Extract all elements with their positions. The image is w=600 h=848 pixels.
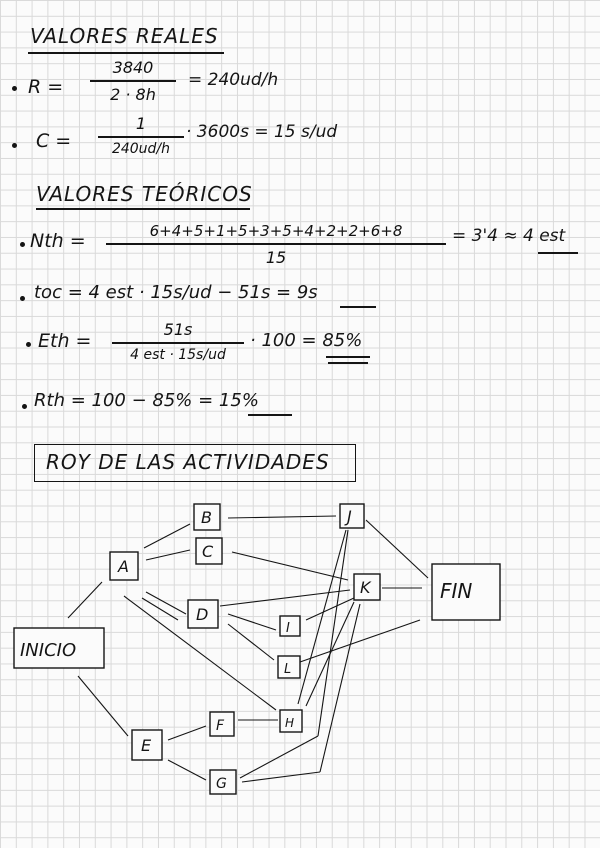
node-i-label: I xyxy=(286,621,290,636)
edge-d-l xyxy=(228,624,274,660)
node-d xyxy=(188,600,218,628)
edge-e-g xyxy=(168,760,206,780)
c-result: · 3600s = 15 s/ud xyxy=(186,122,338,142)
node-l xyxy=(278,656,300,678)
edge-a-d xyxy=(146,592,186,614)
edge-c-k xyxy=(232,552,348,580)
edge-g-k xyxy=(242,772,320,782)
nth-result: = 3'4 ≈ 4 est xyxy=(452,226,566,246)
edge-d-i xyxy=(228,614,276,630)
r-label: R = xyxy=(28,76,64,98)
edge-g-j-2 xyxy=(318,530,348,736)
node-k-label: K xyxy=(360,578,371,597)
edge-a-d-2 xyxy=(142,598,178,620)
edge-a-b xyxy=(144,524,190,548)
c-label: C = xyxy=(36,130,72,152)
node-h-label: H xyxy=(285,716,295,730)
node-c xyxy=(196,538,222,564)
edge-d-k xyxy=(220,590,350,606)
node-l-label: L xyxy=(284,662,292,677)
r-numerator: 3840 xyxy=(112,58,154,77)
node-j xyxy=(340,504,364,528)
node-i xyxy=(280,616,300,636)
edge-inicio-e xyxy=(78,676,128,736)
node-f xyxy=(210,712,234,736)
node-e-label: E xyxy=(141,736,152,755)
rth-line: Rth = 100 − 85% = 15% xyxy=(34,390,259,411)
node-d-label: D xyxy=(196,605,209,624)
node-a xyxy=(110,552,138,580)
node-b xyxy=(194,504,220,530)
edge-l-fin xyxy=(300,620,420,662)
eth-denominator: 4 est · 15s/ud xyxy=(130,346,226,363)
node-inicio-label: INICIO xyxy=(20,640,77,661)
edge-a-c xyxy=(146,550,190,560)
edge-g-k-2 xyxy=(320,604,360,772)
nth-denominator: 15 xyxy=(265,247,287,267)
nth-numerator: 6+4+5+1+5+3+5+4+2+2+6+8 xyxy=(149,222,403,240)
eth-label: Eth = xyxy=(38,330,92,352)
toc-line: toc = 4 est · 15s/ud − 51s = 9s xyxy=(34,282,318,303)
node-a-label: A xyxy=(118,557,129,576)
node-k xyxy=(354,574,380,600)
node-e xyxy=(132,730,162,760)
node-c-label: C xyxy=(202,542,214,561)
r-result: = 240ud/h xyxy=(188,70,279,90)
edge-j-fin xyxy=(366,520,428,578)
section-title-roy: ROY DE LAS ACTIVIDADES xyxy=(46,450,330,474)
node-h xyxy=(280,710,302,732)
edge-b-j xyxy=(228,516,336,518)
node-b-label: B xyxy=(201,508,212,527)
section-title-valores-reales: VALORES REALES xyxy=(30,24,219,48)
node-fin xyxy=(432,564,500,620)
node-j-label: J xyxy=(347,507,352,526)
edge-e-f xyxy=(168,726,206,740)
node-f-label: F xyxy=(216,718,225,734)
r-denominator: 2 · 8h xyxy=(110,84,156,104)
node-g xyxy=(210,770,236,794)
c-numerator: 1 xyxy=(135,114,147,133)
eth-numerator: 51s xyxy=(163,320,193,339)
eth-result: · 100 = 85% xyxy=(250,330,363,351)
node-fin-label: FIN xyxy=(440,579,473,603)
edge-inicio-a xyxy=(68,582,102,618)
graph-nodes xyxy=(14,504,500,794)
section-title-valores-teoricos: VALORES TEÓRICOS xyxy=(36,182,253,206)
edge-g-j xyxy=(240,736,318,778)
node-g-label: G xyxy=(216,776,227,792)
nth-label: Nth = xyxy=(30,230,86,252)
edge-h-j xyxy=(298,530,346,704)
node-inicio xyxy=(14,628,104,668)
c-denominator: 240ud/h xyxy=(111,140,171,157)
